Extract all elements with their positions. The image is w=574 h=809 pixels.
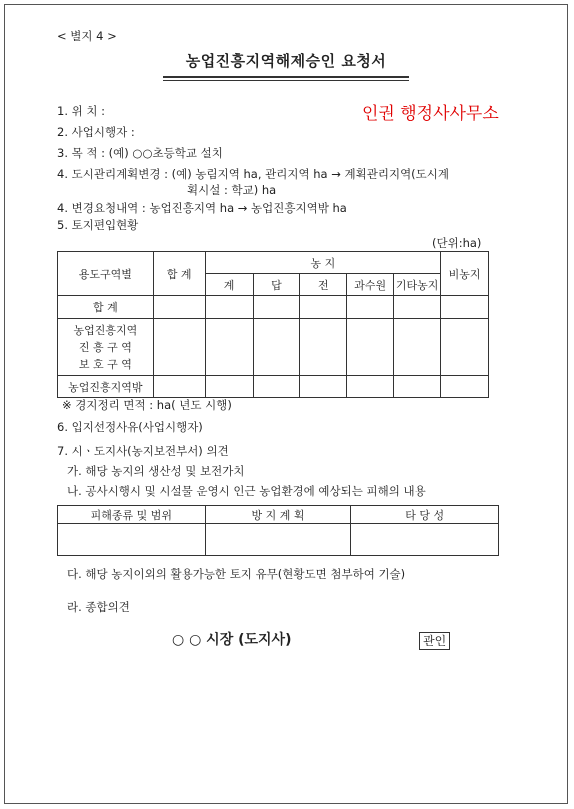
table-cell	[394, 296, 441, 319]
item-plan-change-cont: 획시설 : 학교) ha	[187, 183, 277, 197]
item-overall-opinion: 라. 종합의견	[67, 600, 130, 614]
table-cell	[205, 319, 253, 376]
table-cell	[153, 319, 205, 376]
table-cell	[441, 376, 489, 398]
header-zone: 용도구역별	[58, 252, 154, 296]
table-cell	[441, 319, 489, 376]
item-alternative-land: 다. 해당 농지이외의 활용가능한 토지 유무(현황도면 첨부하여 기술)	[67, 567, 406, 581]
signatory: ○ ○ 시장 (도지사)	[172, 632, 292, 648]
table-cell	[58, 524, 206, 556]
header-damage-type: 피해종류 및 범위	[58, 506, 206, 524]
header-nonfarmland: 비농지	[441, 252, 489, 296]
table-cell	[347, 296, 394, 319]
title-underline	[163, 80, 409, 81]
header-validity: 타 당 성	[351, 506, 499, 524]
header-total: 합 계	[153, 252, 205, 296]
document-title-text: 농업진흥지역해제승인 요청서	[185, 52, 387, 70]
table-cell	[205, 376, 253, 398]
office-watermark: 인권 행정사사무소	[362, 104, 499, 124]
item-site-reason: 6. 입지선정사유(사업시행자)	[57, 420, 203, 434]
header-sub-other: 기타농지	[394, 274, 441, 296]
official-seal: 관인	[419, 632, 450, 650]
table-cell	[205, 296, 253, 319]
item-plan-change: 4. 도시관리계획변경 : (예) 농림지역 ha, 관리지역 ha → 계획관리지역(도시계	[57, 167, 449, 181]
table-cell	[394, 376, 441, 398]
header-sub-orchard: 과수원	[347, 274, 394, 296]
item-governor-opinion: 7. 시ㆍ도지사(농지보전부서) 의견	[57, 444, 229, 458]
table-cell	[253, 296, 300, 319]
item-change-request: 4. 변경요청내역 : 농업진흥지역 ha → 농업진흥지역밖 ha	[57, 201, 347, 215]
table-cell	[253, 319, 300, 376]
table-cell	[347, 319, 394, 376]
readjustment-note: ※ 경지정리 면적 : ha( 년도 시행)	[62, 398, 232, 412]
item-productivity: 가. 해당 농지의 생산성 및 보전가치	[67, 464, 245, 478]
item-land-status: 5. 토지편입현황	[57, 218, 139, 232]
table-cell	[153, 376, 205, 398]
header-sub-total: 계	[205, 274, 253, 296]
row-zone-label	[58, 319, 154, 376]
damage-table	[57, 505, 499, 556]
header-sub-field: 전	[300, 274, 347, 296]
table-cell	[300, 319, 347, 376]
table-cell	[205, 524, 351, 556]
item-location: 1. 위 치 :	[57, 104, 106, 118]
header-sub-paddy: 답	[253, 274, 300, 296]
table-cell	[394, 319, 441, 376]
table-cell	[351, 524, 499, 556]
zone-promotion-area: 농업진흥지역	[73, 323, 138, 337]
document-title	[163, 50, 409, 78]
table-cell	[441, 296, 489, 319]
table-cell	[253, 376, 300, 398]
header-prevention-plan: 방 지 계 획	[205, 506, 351, 524]
item-purpose: 3. 목 적 : (예) ○○초등학교 설치	[57, 146, 223, 160]
unit-label: (단위:ha)	[432, 236, 482, 250]
table-cell	[300, 296, 347, 319]
annex-label: < 별지 4 >	[57, 29, 117, 43]
table-cell	[300, 376, 347, 398]
row-total-label: 합 계	[58, 296, 154, 319]
table-cell	[347, 376, 394, 398]
zone-protection-district: 보 호 구 역	[78, 357, 132, 371]
item-damage: 나. 공사시행시 및 시설물 운영시 인근 농업환경에 예상되는 피해의 내용	[67, 484, 426, 498]
table-cell	[153, 296, 205, 319]
row-outside-label: 농업진흥지역밖	[58, 376, 154, 398]
zone-promotion-district: 진 흥 구 역	[78, 340, 132, 354]
header-farmland: 농 지	[205, 252, 440, 274]
item-operator: 2. 사업시행자 :	[57, 125, 135, 139]
land-incorporation-table	[57, 251, 489, 398]
